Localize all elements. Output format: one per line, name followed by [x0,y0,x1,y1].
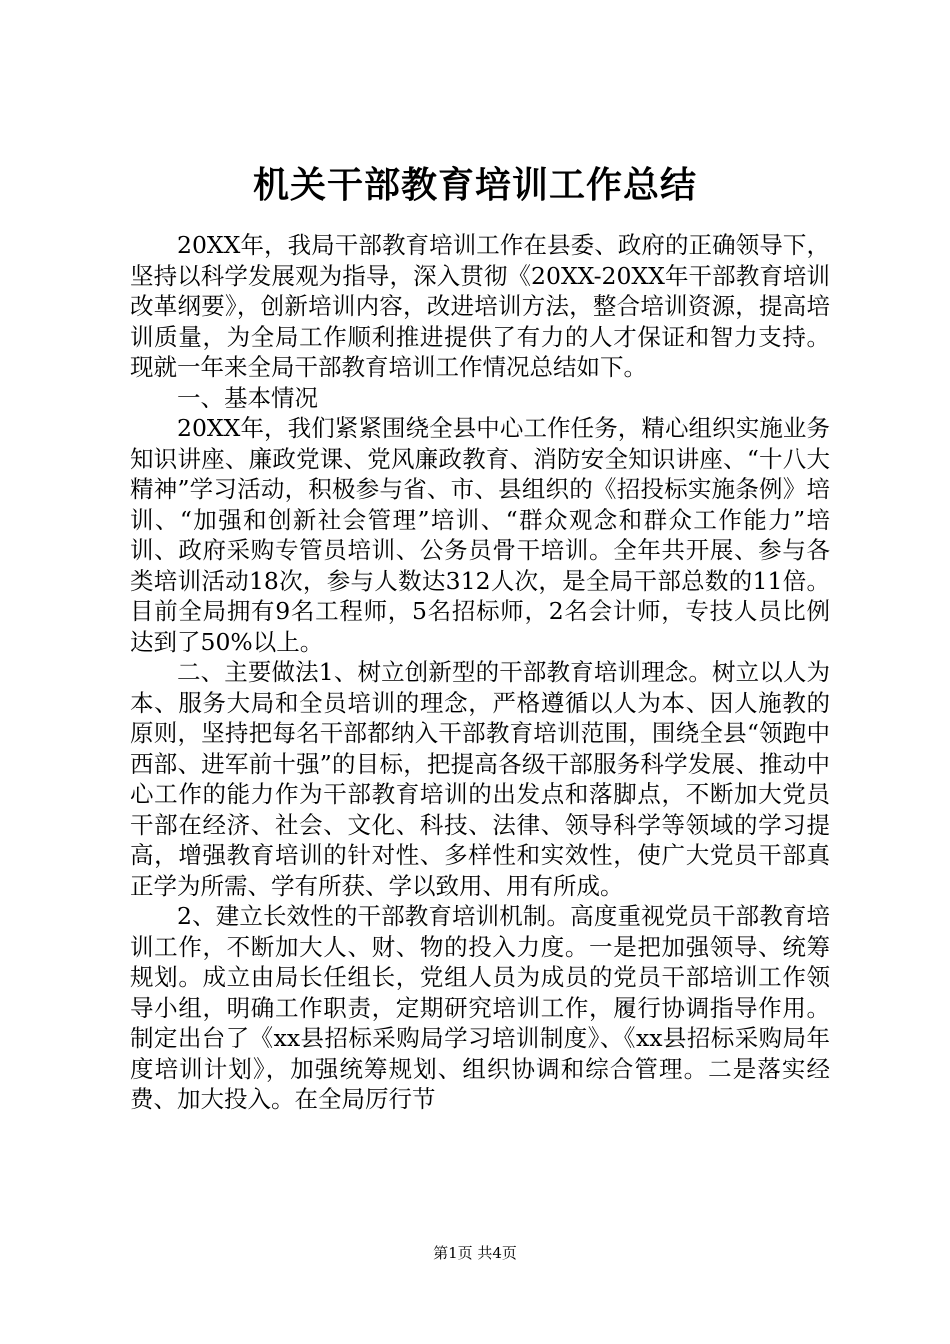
paragraph-intro: 20XX年，我局干部教育培训工作在县委、政府的正确领导下，坚持以科学发展观为指导，深入贯彻《20XX-20XX年干部教育培训改革纲要》，创新培训内容，改进培训方法，整合培训资源，提高培训质量，为全局工作顺利推进提供了有力的人才保证和智力支持。现就一年来全局干部教育培训工作情况总结如下。 [130,231,830,381]
paragraph-long-term-mechanism: 2、建立长效性的干部教育培训机制。高度重视党员干部教育培训工作，不断加大人、财、物的投入力度。一是把加强领导、统筹规划。成立由局长任组长，党组人员为成员的党员干部培训工作领导小组，明确工作职责，定期研究培训工作，履行协调指导作用。制定出台了《xx县招标采购局学习培训制度》、《xx县招标采购局年度培训计划》，加强统筹规划、组织协调和综合管理。二是落实经费、加大投入。在全局厉行节 [130,902,830,1113]
document-title: 机关干部教育培训工作总结 [252,164,697,206]
document-body [130,230,830,1115]
paragraph-basic-situation: 20XX年，我们紧紧围绕全县中心工作任务，精心组织实施业务知识讲座、廉政党课、党风廉政教育、消防安全知识讲座、“十八大精神”学习活动，积极参与省、市、县组织的《招投标实施条例》培训、“加强和创新社会管理”培训、“群众观念和群众工作能力”培训、政府采购专管员培训、公务员骨干培训。全年共开展、参与各类培训活动18次，参与人数达312人次，是全局干部总数的11倍。目前全局拥有9名工程师，5名招标师，2名会计师，专技人员比例达到了50%以上。 [130,414,830,656]
page-footer: 第1页 共4页 [433,1244,517,1262]
paragraph-main-practices: 二、主要做法1、树立创新型的干部教育培训理念。树立以人为本、服务大局和全员培训的理念，严格遵循以人为本、因人施教的原则，坚持把每名干部都纳入干部教育培训范围，围绕全县“领跑中西部、进军前十强”的目标，把提高各级干部服务科学发展、推动中心工作的能力作为干部教育培训的出发点和落脚点，不断加大党员干部在经济、社会、文化、科技、法律、领导科学等领域的学习提高，增强教育培训的针对性、多样性和实效性，使广大党员干部真正学为所需、学有所获、学以致用、用有所成。 [130,658,830,900]
section-heading-basic: 一、基本情况 [177,383,318,412]
